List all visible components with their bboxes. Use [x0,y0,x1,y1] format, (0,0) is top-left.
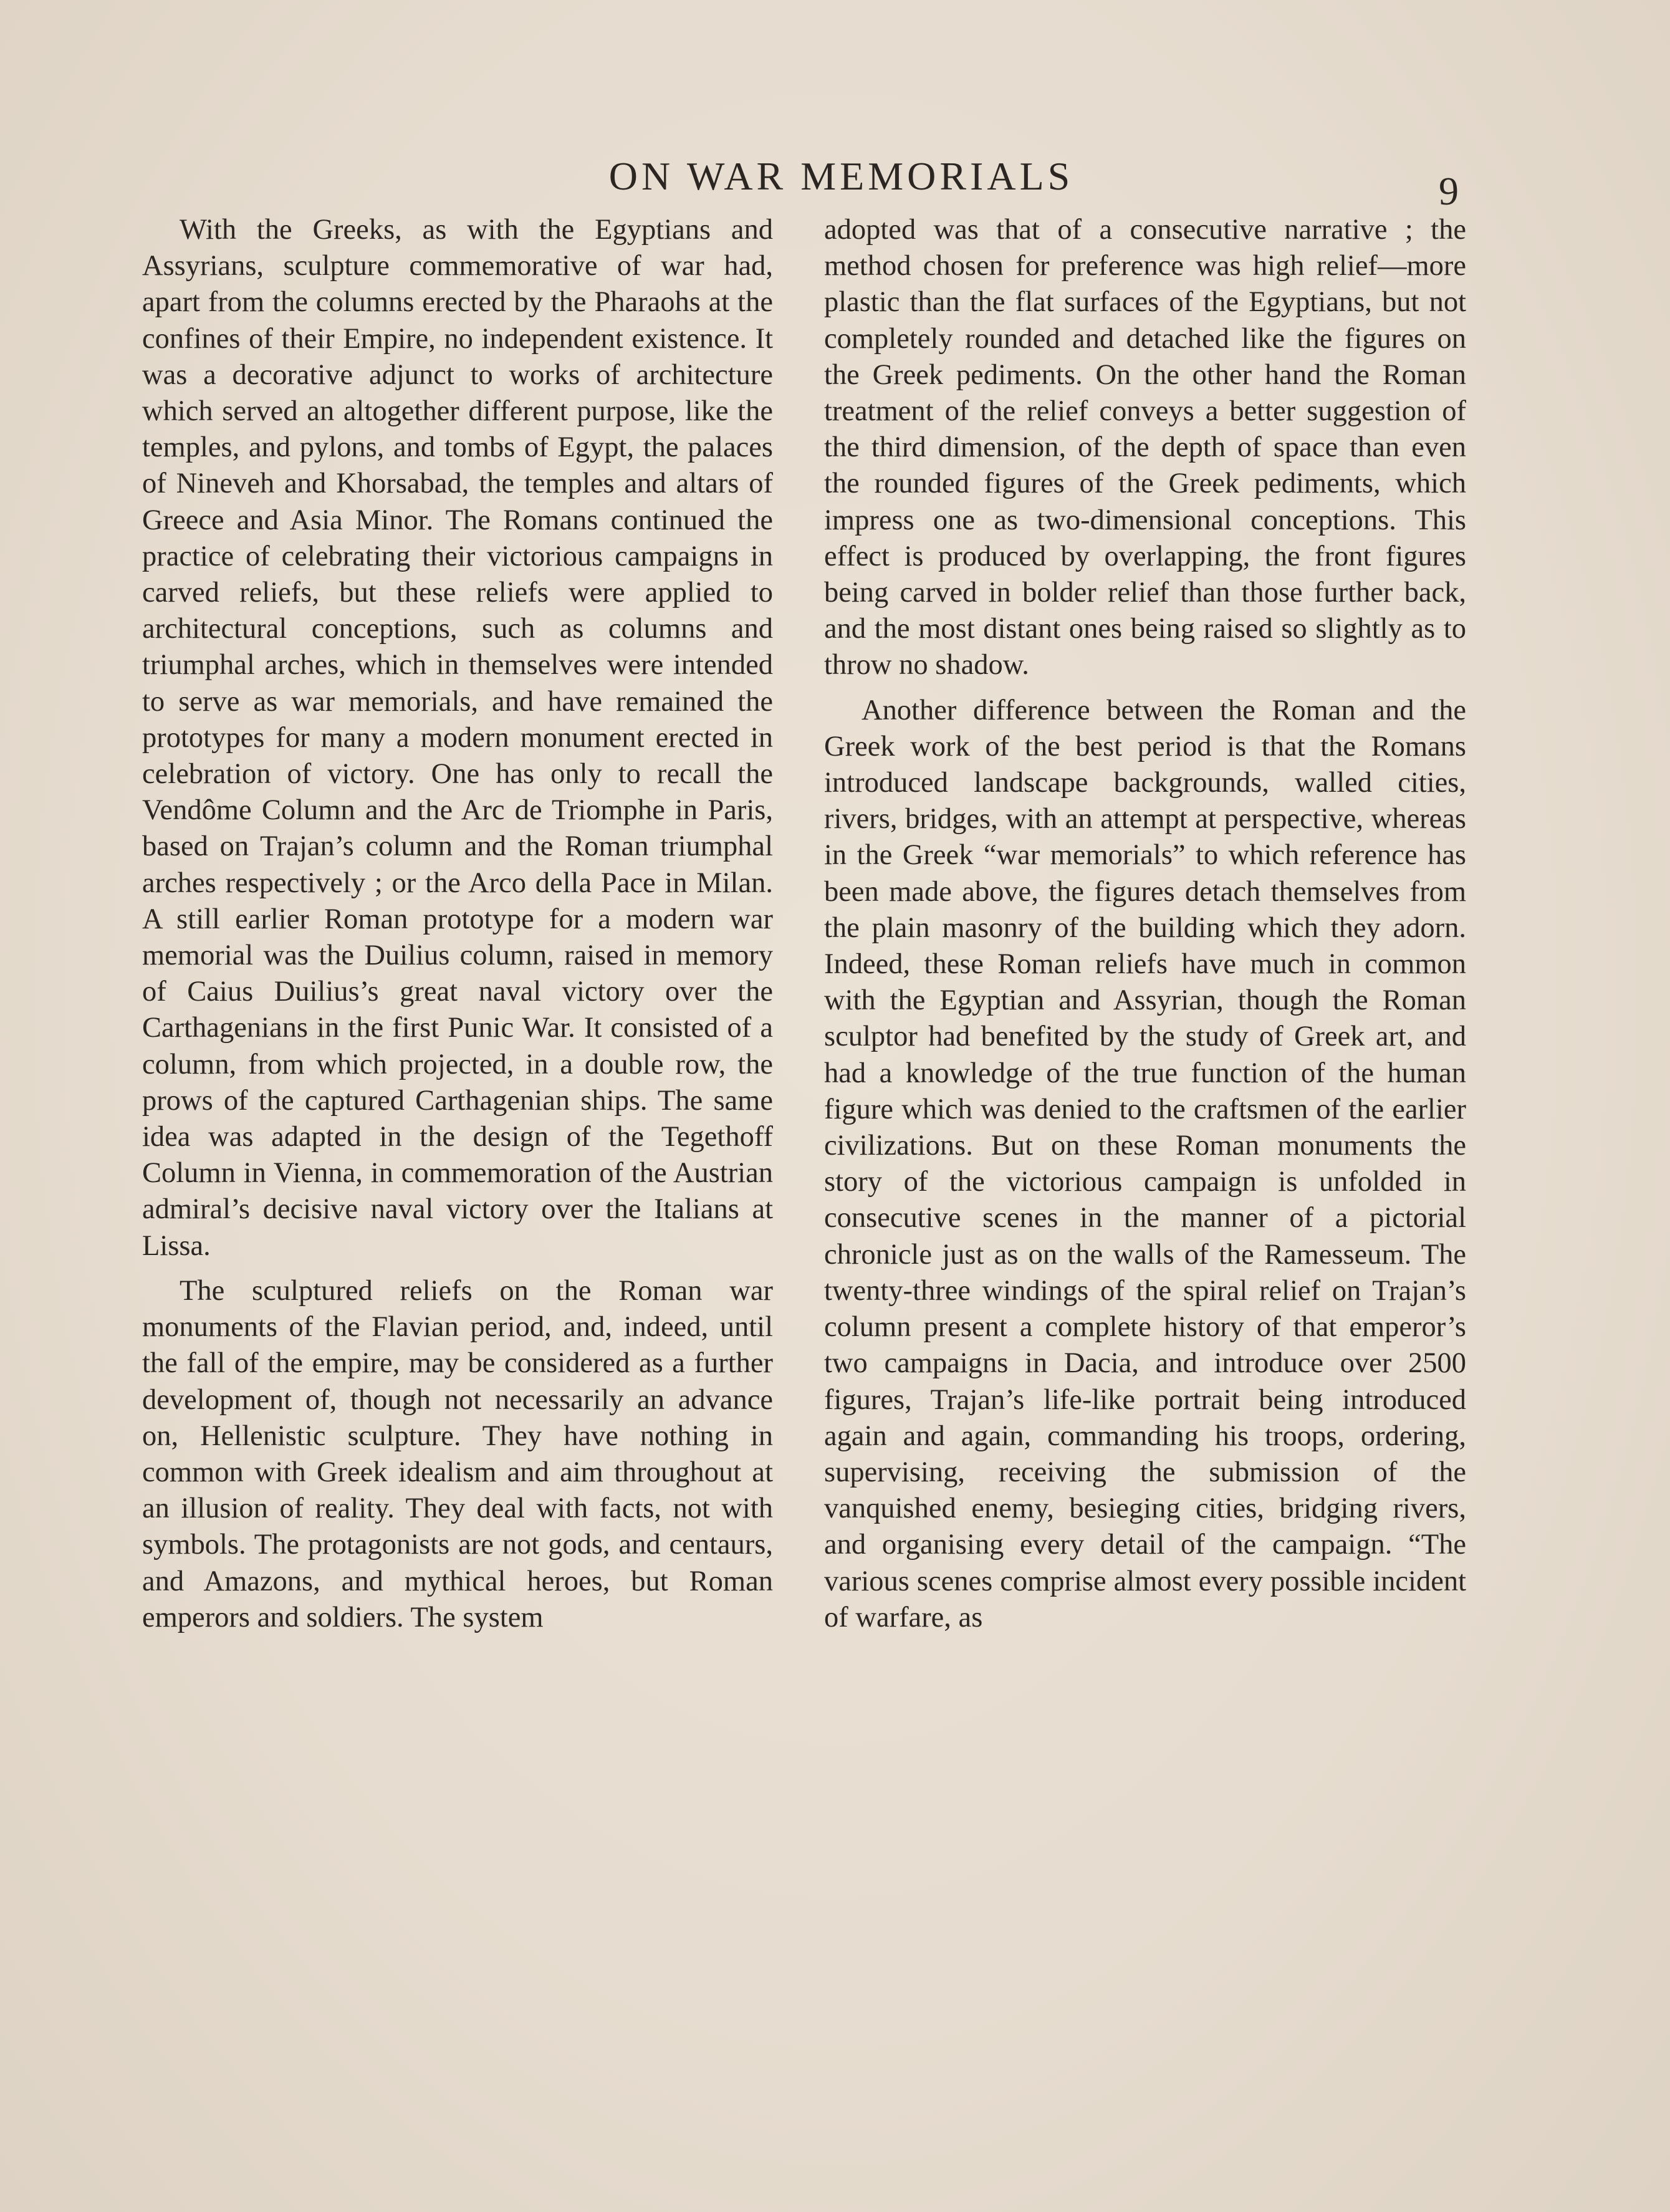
paragraph: With the Greeks, as with the Egyptians and Assyrians, sculpture commemorative of war had, apart from the columns erected by the Pharaohs at the confines of their Empire, no independent existence. It was a decorative adjunct to works of architecture which served an altogether different purpose, like the temples, and pylons, and tombs of Egypt, the palaces of Nineveh and Khorsabad, the temples and altars of Greece and Asia Minor. The Romans continued the practice of celebrating their victorious campaigns in carved reliefs, but these reliefs were applied to architectural conceptions, such as columns and triumphal arches, which in themselves were intended to serve as war memorials, and have remained the prototypes for many a modern monument erected in celebration of victory. One has only to recall the Vendôme Column and the Arc de Triomphe in Paris, based on Trajan’s column and the Roman triumphal arches respectively ; or the Arco della Pace in Milan. A still earlier Roman prototype for a modern war memorial was the Duilius column, raised in memory of Caius Duilius’s great naval victory over the Carthagenians in the first Punic War. It consisted of a column, from which projected, in a double row, the prows of the captured Carthagenian ships. The same idea was adapted in the design of the Tegethoff Column in Vienna, in commemoration of the Austrian admiral’s decisive naval victory over the Italians at Lissa. [142,214,773,1262]
paragraph: The sculptured reliefs on the Roman war monuments of the Flavian period, and, indeed, until the fall of the empire, may be considered as a further development of, though not necessarily an advance on, Hellenistic sculpture. They have nothing in common with Greek idealism and aim throughout at an illusion of reality. They deal with facts, not with symbols. The protagonists are not gods, and centaurs, and Amazons, and mythical heroes, but Roman emperors and soldiers. The system [142,1274,773,1633]
running-title: ON WAR MEMORIALS [608,154,1074,198]
page-number: 9 [1439,169,1459,213]
right-column [824,212,1466,1636]
paragraph: Another difference between the Roman and the Greek work of the best period is that the Romans introduced landscape backgrounds, walled cities, rivers, bridges, with an attempt at perspective, whereas in the Greek “war memorials” to which reference has been made above, the figures detach themselves from the plain masonry of the building which they adorn. Indeed, these Roman reliefs have much in common with the Egyptian and Assyrian, though the Roman sculptor had benefited by the study of Greek art, and had a knowledge of the true function of the human figure which was denied to the craftsmen of the earlier civilizations. But on these Roman monuments the story of the victorious campaign is unfolded in consecutive scenes in the manner of a pictorial chronicle just as on the walls of the Ramesseum. The twenty-three windings of the spiral relief on Trajan’s column present a complete history of that emperor’s two campaigns in Dacia, and introduce over 2500 figures, Trajan’s life-like portrait being introduced again and again, commanding his troops, ordering, supervising, receiving the submission of the vanquished enemy, besieging cities, bridging rivers, and organising every detail of the campaign. “The various scenes comprise almost every possible incident of warfare, as [824,694,1466,1633]
left-column [142,212,773,1636]
paragraph-continued: adopted was that of a consecutive narrative ; the method chosen for preference was high relief—more plastic than the flat surfaces of the Egyptians, but not completely rounded and detached like the figures on the Greek pediments. On the other hand the Roman treatment of the relief conveys a better suggestion of the third dimension, of the depth of space than even the rounded figures of the Greek pediments, which impress one as two-dimensional conceptions. This effect is produced by overlapping, the front figures being carved in bolder relief than those further back, and the most distant ones being raised so slightly as to throw no shadow. [824,214,1466,681]
